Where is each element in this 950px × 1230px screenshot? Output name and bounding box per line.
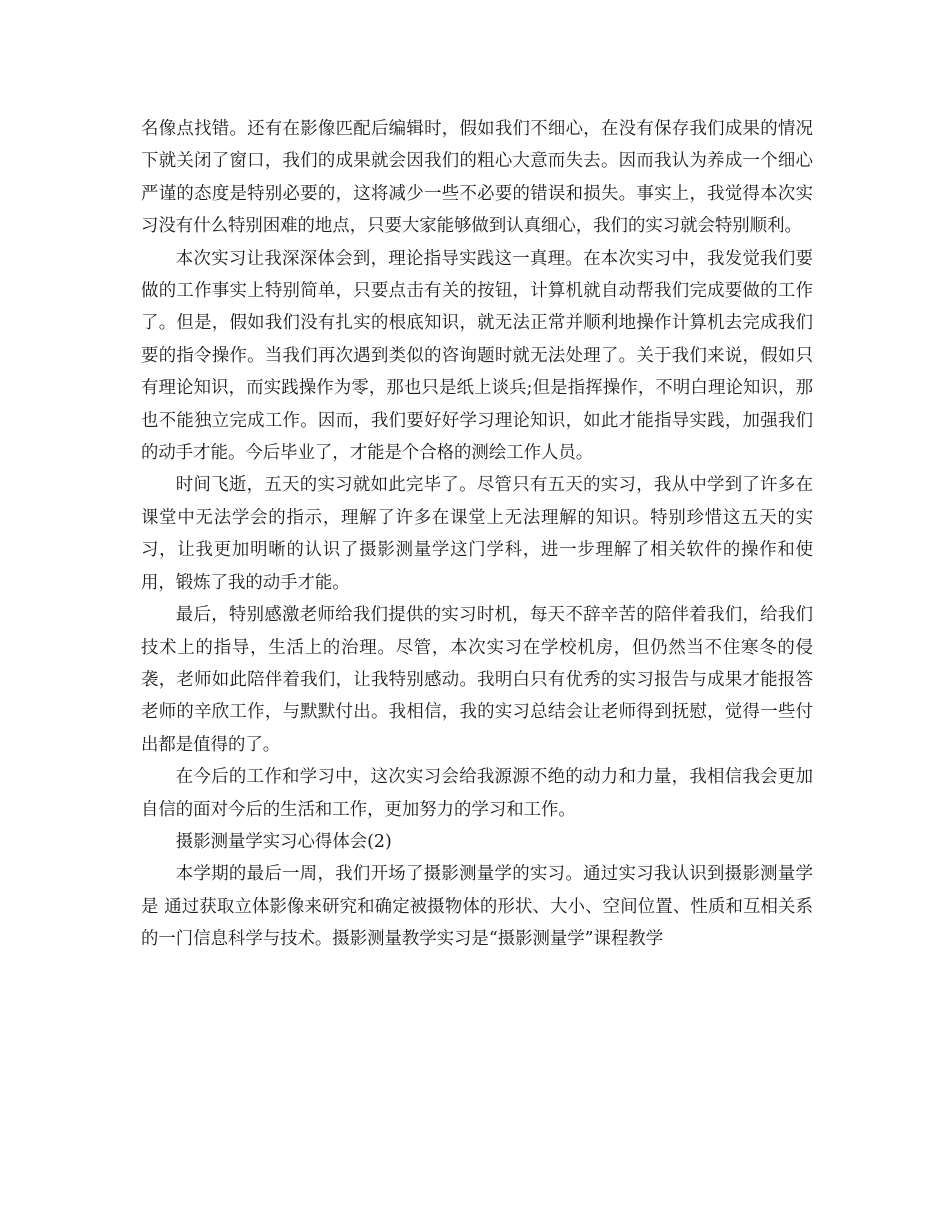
paragraph-2: 本次实习让我深深体会到，理论指导实践这一真理。在本次实习中，我发觉我们要做的工作事实上特别简单，只要点击有关的按钮，计算机就自动帮我们完成要做的工作了。但是，假如我们没有扎实的根底知识，就无法正常并顺利地操作计算机去完成我们要的指令操作。当我们再次遇到类似的咨询题时就无法处理了。关于我们来说，假如只有理论知识，而实践操作为零，那也只是纸上谈兵;但是指挥操作，不明白理论知识，那也不能独立完成工作。因而，我们要好好学习理论知识，如此才能指导实践，加强我们的动手才能。今后毕业了，才能是个合格的测绘工作人员。 (141, 248, 813, 464)
document-body (141, 113, 813, 956)
paragraph-4: 最后，特别感激老师给我们提供的实习时机，每天不辞辛苦的陪伴着我们，给我们技术上的指导，生活上的治理。尽管，本次实习在学校机房，但仍然当不住寒冬的侵袭，老师如此陪伴着我们，让我特别感动。我明白只有优秀的实习报告与成果才能报答老师的辛欣工作，与默默付出。我相信，我的实习总结会让老师得到抚慰，觉得一些付出都是值得的了。 (141, 605, 813, 755)
paragraph-3: 时间飞逝，五天的实习就如此完毕了。尽管只有五天的实习，我从中学到了许多在课堂中无法学会的指示，理解了许多在课堂上无法理解的知识。特别珍惜这五天的实习，让我更加明晰的认识了摄影测量学这门学科，进一步理解了相关软件的操作和使用，锻炼了我的动手才能。 (141, 475, 813, 593)
paragraph-1: 名像点找错。还有在影像匹配后编辑时，假如我们不细心，在没有保存我们成果的情况下就关闭了窗口，我们的成果就会因我们的粗心大意而失去。因而我认为养成一个细心严谨的态度是特别必要的，这将减少一些不必要的错误和损失。事实上，我觉得本次实习没有什么特别困难的地点，只要大家能够做到认真细心，我们的实习就会特别顺利。 (141, 119, 813, 237)
paragraph-5: 在今后的工作和学习中，这次实习会给我源源不绝的动力和力量，我相信我会更加自信的面对今后的生活和工作，更加努力的学习和工作。 (141, 767, 813, 820)
section-heading: 摄影测量学实习心得体会(2) (175, 831, 392, 852)
paragraph-6: 本学期的最后一周，我们开场了摄影测量学的实习。通过实习我认识到摄影测量学是 通过获取立体影像来研究和确定被摄物体的形状、大小、空间位置、性质和互相关系的一门信息科学与技术。摄影测量教学实习是“摄影测量学”课程教学 (141, 864, 813, 950)
